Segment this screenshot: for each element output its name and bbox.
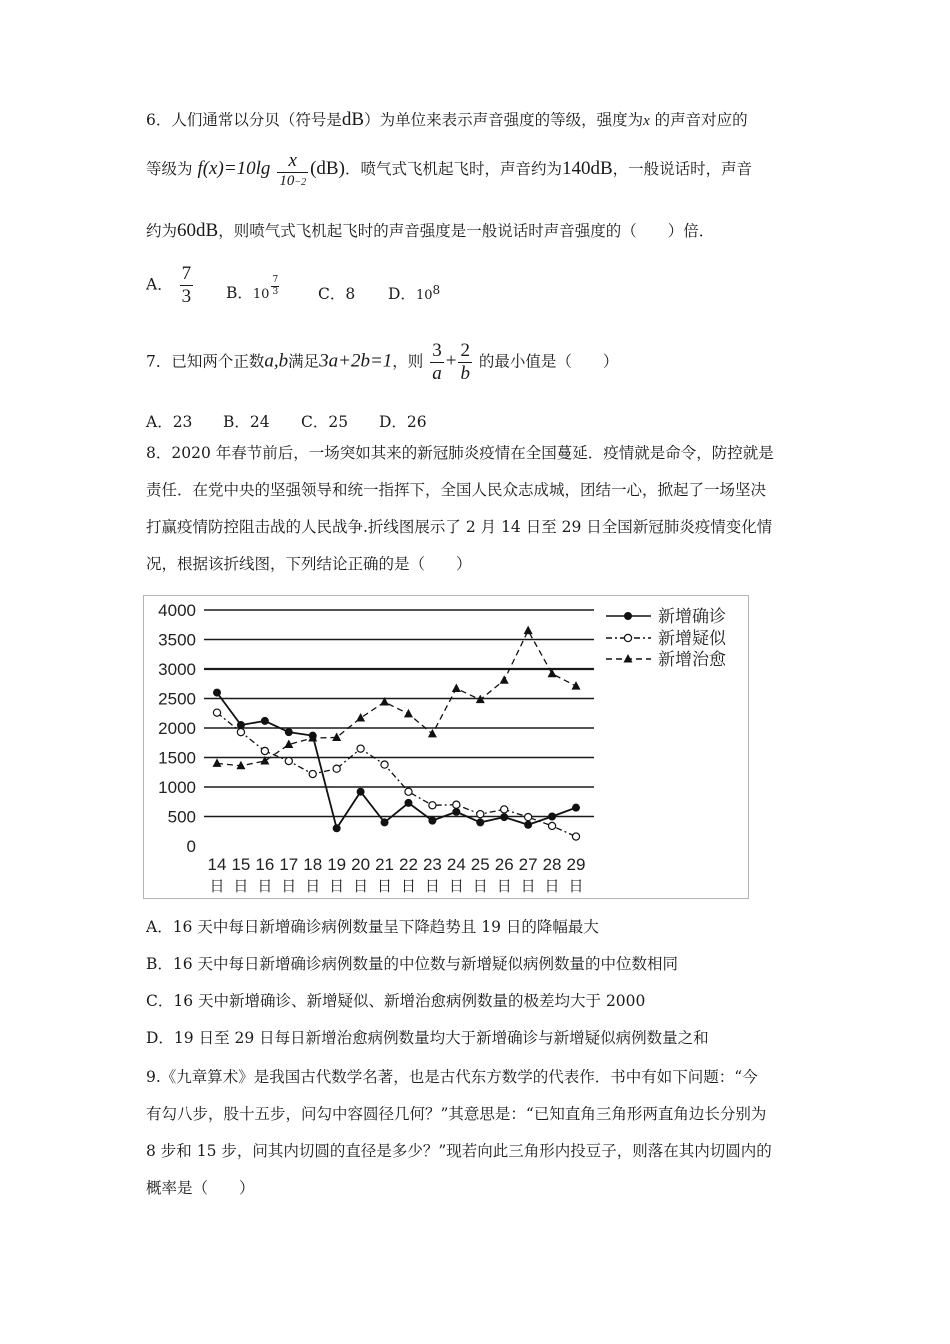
epidemic-line-chart xyxy=(143,595,749,899)
data-point-s2 xyxy=(309,770,316,777)
data-point-s2 xyxy=(572,833,579,840)
q7-stem: 7．已知两个正数a,b满足3a+2b=1，则 $\frac{3}{a}$ + $\frac{2}{b}$ 的最小值是（ ） xyxy=(146,340,619,384)
q8-option-a: A．16 天中每日新增确诊病例数量呈下降趋势且 19 日的降幅最大 xyxy=(146,918,599,936)
x-tick-label: 29 xyxy=(566,855,586,874)
q8-option-b: B．16 天中每日新增确诊病例数量的中位数与新增疑似病例数量的中位数相同 xyxy=(146,955,679,973)
data-point-s2 xyxy=(525,813,532,820)
y-tick-label: 3000 xyxy=(158,660,196,679)
data-point-s1 xyxy=(404,799,412,807)
q8-option-d: D．19 日至 29 日每日新增治愈病例数量均大于新增确诊与新增疑似病例数量之和 xyxy=(146,1029,709,1047)
series-line-2 xyxy=(217,713,576,837)
data-point-s3 xyxy=(428,729,437,738)
legend-marker xyxy=(624,612,632,620)
data-point-s2 xyxy=(548,822,555,829)
data-point-s3 xyxy=(332,732,341,741)
data-point-s2 xyxy=(357,745,364,752)
x-tick-label-unit: 日 xyxy=(353,877,369,895)
data-point-s1 xyxy=(357,788,365,796)
x-tick-label-unit: 日 xyxy=(281,877,297,895)
y-tick-label: 2000 xyxy=(158,719,196,738)
data-point-s1 xyxy=(548,813,556,821)
data-point-s3 xyxy=(356,713,365,722)
unit-db: dB xyxy=(341,109,365,130)
data-point-s2 xyxy=(261,747,268,754)
x-tick-label-unit: 日 xyxy=(424,877,440,895)
data-point-s3 xyxy=(524,626,533,635)
data-point-s2 xyxy=(477,811,484,818)
y-tick-label: 4000 xyxy=(158,601,196,620)
data-point-s2 xyxy=(237,729,244,736)
data-point-s2 xyxy=(285,757,292,764)
q6-option-b: B．10 $\frac{7}{3}$ xyxy=(226,275,279,302)
data-point-s1 xyxy=(572,804,580,812)
x-tick-label-unit: 日 xyxy=(257,877,273,895)
q7-option-d: D．26 xyxy=(379,413,427,431)
q8-line-3: 打赢疫情防控阻击战的人民战争.折线图展示了 2 月 14 日至 29 日全国新冠肺炎疫情变化情 xyxy=(146,518,773,536)
data-point-s1 xyxy=(476,818,484,826)
q8-line-2: 责任．在党中央的坚强领导和统一指挥下，全国人民众志成城，团结一心，掀起了一场坚决 xyxy=(146,481,767,499)
q8-option-c: C．16 天中新增确诊、新增疑似、新增治愈病例数量的极差均大于 2000 xyxy=(146,992,646,1010)
data-point-s2 xyxy=(429,802,436,809)
q6-line1: 6．人们通常以分贝（符号是dB）为单位来表示声音强度的等级，强度为x 的声音对应的 xyxy=(146,109,748,130)
legend-marker xyxy=(624,654,633,663)
legend-marker xyxy=(624,634,631,641)
data-point-s1 xyxy=(285,728,293,736)
data-point-s1 xyxy=(333,824,341,832)
x-tick-label: 20 xyxy=(351,855,371,874)
x-tick-label: 16 xyxy=(255,855,275,874)
y-tick-label: 1000 xyxy=(158,778,196,797)
data-point-s1 xyxy=(428,817,436,825)
y-tick-label: 1500 xyxy=(158,748,196,768)
data-point-s2 xyxy=(333,765,340,772)
q6-option-d: D．$10^8$ xyxy=(388,283,441,303)
q8-line-1: 8．2020 年春节前后，一场突如其来的新冠肺炎疫情在全国蔓延．疫情就是命令，防控就是 xyxy=(146,444,774,462)
x-tick-label-unit: 日 xyxy=(448,877,464,895)
x-tick-label-unit: 日 xyxy=(377,877,393,895)
q9-line-2: 有勾八步，股十五步，问勾中容圆径几何？”其意思是：“已知直角三角形两直角边长分别为 xyxy=(146,1105,767,1123)
data-point-s2 xyxy=(453,801,460,808)
x-tick-label: 25 xyxy=(470,855,490,874)
data-point-s1 xyxy=(524,821,532,829)
q7-option-b: B．24 xyxy=(223,413,270,431)
y-tick-label: 0 xyxy=(186,837,196,856)
data-point-s1 xyxy=(213,689,221,697)
x-tick-label: 18 xyxy=(303,855,323,874)
data-point-s3 xyxy=(572,681,581,690)
q7-option-c: C．25 xyxy=(301,413,349,431)
x-tick-label: 15 xyxy=(231,855,251,874)
q6-option-c: C．8 xyxy=(318,285,356,303)
x-tick-label-unit: 日 xyxy=(305,877,321,895)
x-tick-label: 27 xyxy=(518,855,538,874)
x-tick-label-unit: 日 xyxy=(209,877,225,895)
data-point-s2 xyxy=(405,788,412,795)
x-tick-label: 23 xyxy=(422,855,442,874)
data-point-s2 xyxy=(213,709,220,716)
x-tick-label: 28 xyxy=(542,855,562,874)
x-tick-label-unit: 日 xyxy=(520,877,536,895)
y-tick-label: 500 xyxy=(167,807,196,827)
data-point-s3 xyxy=(452,683,461,692)
data-point-s1 xyxy=(452,808,460,816)
q9-line-1: 9.《九章算术》是我国古代数学名著，也是古代东方数学的代表作．书中有如下问题：“今 xyxy=(146,1068,758,1086)
x-tick-label-unit: 日 xyxy=(233,877,249,895)
legend-label: 新增确诊 xyxy=(658,607,726,627)
data-point-s3 xyxy=(500,675,509,684)
x-tick-label-unit: 日 xyxy=(544,877,560,895)
formula-fraction: $\frac{x}{10-2}$ xyxy=(279,150,307,189)
q6-option-a: A． $\frac{7}{3}$ xyxy=(146,263,192,307)
data-point-s3 xyxy=(213,758,222,767)
x-tick-label-unit: 日 xyxy=(472,877,488,895)
x-tick-label: 24 xyxy=(446,855,466,874)
x-tick-label: 26 xyxy=(494,855,514,874)
data-point-s2 xyxy=(381,761,388,768)
x-tick-label-unit: 日 xyxy=(329,877,345,895)
x-tick-label: 17 xyxy=(279,855,299,874)
series-line-1 xyxy=(217,693,576,829)
chart-svg xyxy=(144,596,748,898)
q9-line-3: 8 步和 15 步，问其内切圆的直径是多少？”现若向此三角形内投豆子，则落在其内切圆内的 xyxy=(146,1142,772,1160)
q7-option-a: A．23 xyxy=(146,413,193,431)
x-tick-label: 19 xyxy=(327,855,347,874)
x-tick-label-unit: 日 xyxy=(496,877,512,895)
q6-line3: 约为60dB，则喷气式飞机起飞时的声音强度是一般说话时声音强度的（ ）倍． xyxy=(146,220,715,241)
data-point-s1 xyxy=(261,717,269,725)
data-point-s1 xyxy=(237,721,245,729)
x-tick-label: 14 xyxy=(207,855,227,874)
legend-label: 新增治愈 xyxy=(658,650,726,670)
q9-line-4: 概率是（ ） xyxy=(146,1179,255,1197)
x-tick-label: 22 xyxy=(399,855,418,874)
formula-lhs: f(x)=10lg xyxy=(197,158,271,180)
x-tick-label-unit: 日 xyxy=(568,877,584,895)
data-point-s1 xyxy=(381,818,389,826)
x-tick-label-unit: 日 xyxy=(400,877,416,895)
data-point-s2 xyxy=(501,806,508,813)
q6-line2: 等级为 f(x)=10lg $\frac{x}{10-2}$ (dB)．喷气式飞机起飞时，声音约为140dB，一般说话时，声音 xyxy=(146,150,753,189)
data-point-s3 xyxy=(404,709,413,718)
q8-line-4: 况，根据该折线图，下列结论正确的是（ ） xyxy=(146,555,472,573)
y-tick-label: 3500 xyxy=(158,630,196,650)
legend-label: 新增疑似 xyxy=(658,629,726,649)
x-tick-label: 21 xyxy=(375,855,394,874)
data-point-s1 xyxy=(500,813,508,821)
y-tick-label: 2500 xyxy=(158,689,196,709)
